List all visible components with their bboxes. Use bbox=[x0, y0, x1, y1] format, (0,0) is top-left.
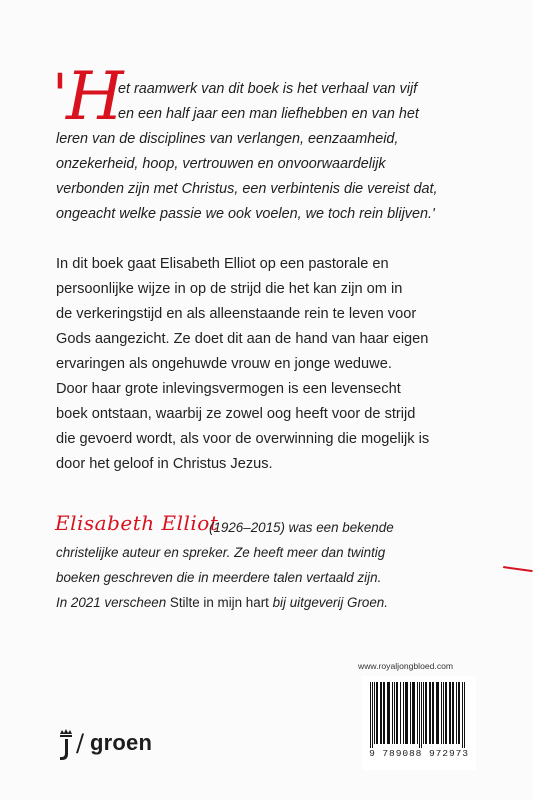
barcode-bar bbox=[394, 682, 395, 744]
barcode-bar bbox=[376, 682, 378, 744]
barcode-bar bbox=[396, 682, 398, 744]
description-line: door het geloof in Christus Jezus. bbox=[56, 456, 273, 472]
author-name: Elisabeth Elliot bbox=[55, 511, 219, 535]
description-line: In dit boek gaat Elisabeth Elliot op een pastorale en bbox=[56, 256, 389, 272]
barcode-bar bbox=[372, 682, 373, 748]
description-line: Door haar grote inlevingsvermogen is een levensecht bbox=[56, 381, 401, 397]
author-bio-line: boeken geschreven die in meerdere talen vertaald zijn. bbox=[56, 570, 382, 585]
barcode-bar bbox=[423, 682, 424, 744]
bio-suffix: bij uitgeverij Groen. bbox=[268, 595, 388, 610]
barcode-bar bbox=[400, 682, 401, 744]
author-years: (1926–2015) was een bekende bbox=[209, 520, 394, 535]
barcode-bar bbox=[449, 682, 451, 744]
quote-initial-letter: H bbox=[66, 58, 122, 135]
bio-prefix: In 2021 verscheen bbox=[56, 595, 170, 610]
barcode-bar bbox=[432, 682, 434, 744]
barcode-bar bbox=[417, 682, 418, 744]
barcode-bar bbox=[425, 682, 427, 744]
logo-text: groen bbox=[90, 730, 153, 755]
publisher-website: www.royaljongbloed.com bbox=[358, 661, 454, 671]
barcode-bar bbox=[410, 682, 411, 744]
red-accent-mark bbox=[503, 566, 533, 572]
barcode-bars bbox=[368, 682, 470, 748]
barcode-bar bbox=[458, 682, 460, 744]
description-line: boek ontstaan, waarbij ze zowel oog heeft voor de strijd bbox=[56, 406, 416, 422]
quote-line: onzekerheid, hoop, vertrouwen en onvoorwaardelijk bbox=[56, 156, 386, 172]
description-line: Gods aangezicht. Ze doet dit aan de hand van haar eigen bbox=[56, 331, 429, 347]
barcode-bar bbox=[436, 682, 439, 744]
quote-line: ongeacht welke passie we ook voelen, we toch rein blijven.' bbox=[56, 206, 435, 222]
barcode-bar bbox=[419, 682, 420, 748]
quote-line: en een half jaar een man liefhebben en van het bbox=[118, 106, 419, 122]
author-bio-last-line bbox=[56, 595, 388, 611]
barcode bbox=[362, 676, 476, 770]
book-title: Stilte in mijn hart bbox=[169, 595, 269, 610]
barcode-bar bbox=[403, 682, 404, 744]
barcode-bar bbox=[464, 682, 465, 748]
barcode-bar bbox=[443, 682, 444, 744]
barcode-bar bbox=[383, 682, 385, 744]
barcode-bar bbox=[374, 682, 375, 744]
author-bio-line: christelijke auteur en spreker. Ze heeft meer dan twintig bbox=[56, 545, 386, 560]
barcode-bar bbox=[452, 682, 454, 744]
logo-slash: / bbox=[76, 729, 85, 757]
quote-line: verbonden zijn met Christus, een verbintenis die vereist dat, bbox=[56, 181, 438, 197]
barcode-bar bbox=[387, 682, 390, 744]
barcode-bar bbox=[441, 682, 442, 744]
barcode-bar bbox=[456, 682, 457, 744]
description-line: de verkeringstijd en als alleenstaande rein te leven voor bbox=[56, 306, 417, 322]
description-line: ervaringen als ongehuwde vrouw en jonge weduwe. bbox=[56, 356, 392, 372]
barcode-bar bbox=[462, 682, 463, 748]
description-line: die gevoerd wordt, als voor de overwinning die mogelijk is bbox=[56, 431, 430, 447]
quote-line: leren van de disciplines van verlangen, eenzaamheid, bbox=[56, 131, 399, 147]
barcode-bar bbox=[445, 682, 447, 744]
quote-open-mark: ' bbox=[52, 61, 68, 129]
barcode-bar bbox=[370, 682, 371, 748]
barcode-bar bbox=[392, 682, 393, 744]
barcode-bar bbox=[380, 682, 382, 744]
description-line: persoonlijke wijze in op de strijd die het kan zijn om in bbox=[56, 281, 403, 297]
barcode-digits: 9 789088 972973 bbox=[369, 748, 469, 759]
barcode-bar bbox=[405, 682, 408, 744]
quote-line: et raamwerk van dit boek is het verhaal van vijf bbox=[118, 81, 418, 97]
barcode-bar bbox=[429, 682, 431, 744]
barcode-bar bbox=[412, 682, 415, 744]
barcode-bar bbox=[421, 682, 422, 748]
crown-j-icon bbox=[56, 728, 78, 764]
